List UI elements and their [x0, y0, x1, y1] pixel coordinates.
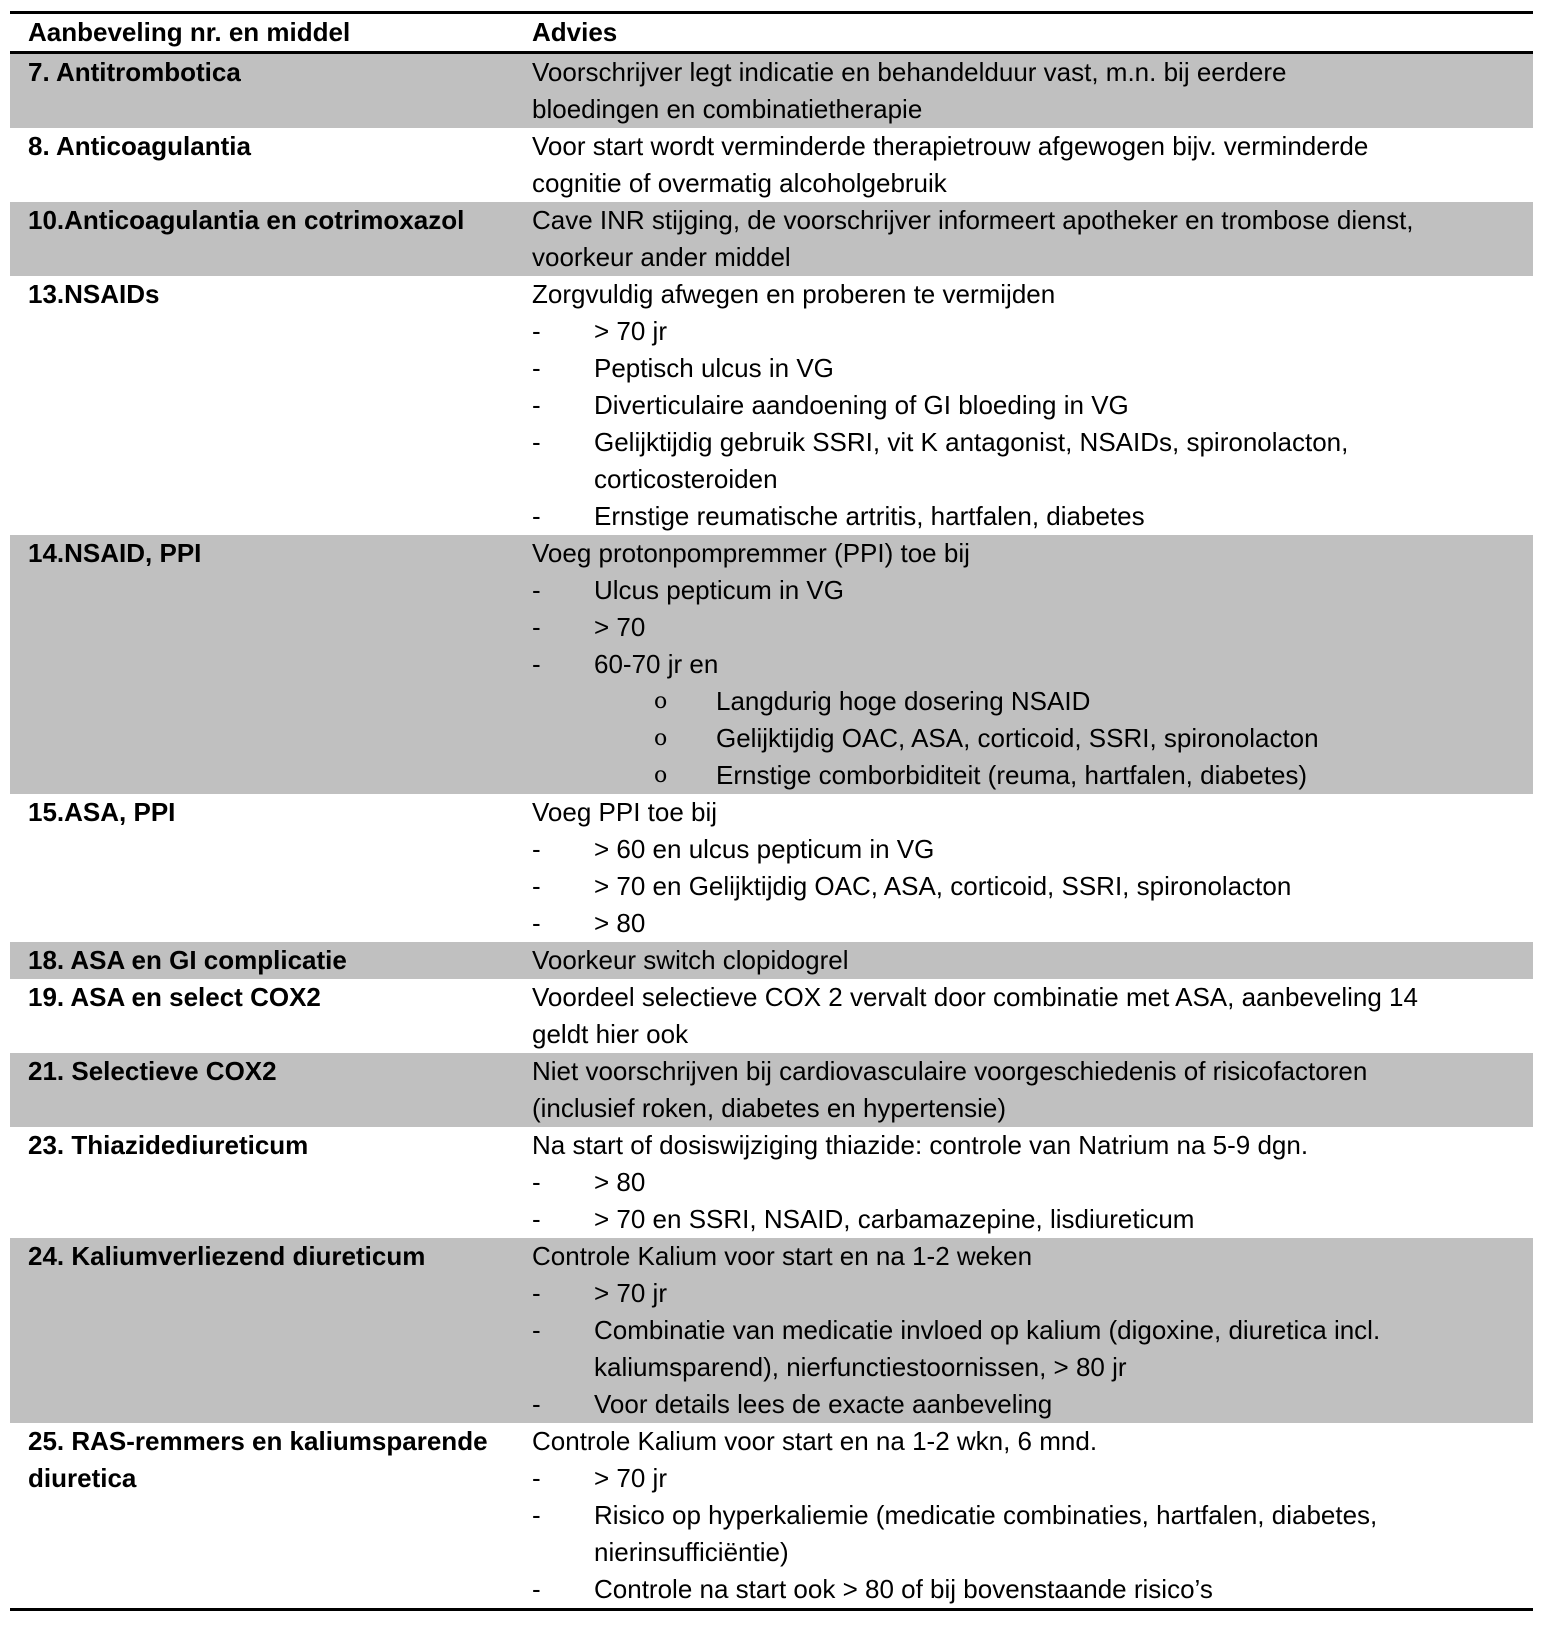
bullet-text: 60-70 jr en: [594, 649, 719, 679]
row-label: 24. Kaliumverliezend diureticum: [28, 1241, 426, 1271]
sub-bullet-text: Langdurig hoge dosering NSAID: [716, 686, 1091, 716]
bullet-text: > 70: [594, 612, 646, 642]
list-item: [532, 1497, 1523, 1571]
bullet-dash: -: [532, 871, 541, 901]
table-row: [10, 1127, 1533, 1238]
table-row: [10, 128, 1533, 202]
bullet-dash: -: [532, 1463, 541, 1493]
table-row: [10, 535, 1533, 794]
row-label: 23. Thiazidediureticum: [28, 1130, 309, 1160]
row-advice: [532, 535, 1533, 794]
sub-list-item: [532, 720, 1523, 757]
table-row: [10, 54, 1533, 128]
advice-intro: Na start of dosiswijziging thiazide: controle van Natrium na 5-9 dgn.: [532, 1130, 1309, 1160]
bullet-dash: -: [532, 353, 541, 383]
list-item: [532, 498, 1523, 535]
list-item: [532, 313, 1523, 350]
sub-list-item: [532, 757, 1523, 794]
advice-line: Cave INR stijging, de voorschrijver informeert apotheker en trombose dienst,: [532, 205, 1414, 235]
row-advice: [532, 1127, 1533, 1238]
bullet-text: Diverticulaire aandoening of GI bloeding in VG: [594, 390, 1129, 420]
bullet-dash: -: [532, 316, 541, 346]
list-item: [532, 905, 1523, 942]
bullet-circle: o: [654, 726, 668, 751]
table-row: [10, 794, 1533, 942]
table-row: [10, 942, 1533, 979]
list-item: [532, 1312, 1523, 1386]
bullet-dash: -: [532, 908, 541, 938]
list-item: [532, 831, 1523, 868]
bullet-dash: -: [532, 1500, 541, 1530]
bullet-dash: -: [532, 1278, 541, 1308]
table-row: [10, 202, 1533, 276]
row-advice: [532, 276, 1533, 535]
list-item: [532, 572, 1523, 609]
row-label: 14.NSAID, PPI: [28, 538, 202, 568]
row-label: 7. Antitrombotica: [28, 57, 241, 87]
table-header: [10, 14, 1533, 54]
bullet-text: Gelijktijdig gebruik SSRI, vit K antagonist, NSAIDs, spironolacton, corticosteroiden: [594, 427, 1349, 494]
row-advice: [532, 979, 1533, 1053]
bullet-dash: -: [532, 834, 541, 864]
bullet-dash: -: [532, 1315, 541, 1345]
advice-intro: Voeg protonpompremmer (PPI) toe bij: [532, 538, 970, 568]
bullet-dash: -: [532, 427, 541, 457]
bullet-circle: o: [654, 689, 668, 714]
advice-line: Voor start wordt verminderde therapietrouw afgewogen bijv. verminderde: [532, 131, 1369, 161]
row-advice: [532, 54, 1533, 128]
row-label: 10.Anticoagulantia en cotrimoxazol: [28, 205, 465, 235]
table-row: [10, 1423, 1533, 1608]
bullet-dash: -: [532, 1389, 541, 1419]
row-label: 21. Selectieve COX2: [28, 1056, 277, 1086]
advice-line: geldt hier ook: [532, 1019, 689, 1049]
list-item: [532, 1164, 1523, 1201]
bullet-dash: -: [532, 612, 541, 642]
bullet-dash: -: [532, 501, 541, 531]
table-row: [10, 1238, 1533, 1423]
row-label: 18. ASA en GI complicatie: [28, 945, 347, 975]
list-item: [532, 1275, 1523, 1312]
bullet-dash: -: [532, 1167, 541, 1197]
table-row: [10, 979, 1533, 1053]
advice-line: Niet voorschrijven bij cardiovasculaire voorgeschiedenis of risicofactoren: [532, 1056, 1368, 1086]
bullet-text: > 70 jr: [594, 316, 667, 346]
bullet-text: > 70 en SSRI, NSAID, carbamazepine, lisdiureticum: [594, 1204, 1195, 1234]
row-advice: [532, 1053, 1533, 1127]
advice-line: bloedingen en combinatietherapie: [532, 94, 923, 124]
bullet-text: Voor details lees de exacte aanbeveling: [594, 1389, 1053, 1419]
advice-line: (inclusief roken, diabetes en hypertensie): [532, 1093, 1007, 1123]
advice-line: cognitie of overmatig alcoholgebruik: [532, 168, 947, 198]
recommendations-table: [10, 11, 1533, 1611]
advice-intro: Controle Kalium voor start en na 1-2 weken: [532, 1241, 1033, 1271]
row-label: 15.ASA, PPI: [28, 797, 176, 827]
bullet-text: > 70 en Gelijktijdig OAC, ASA, corticoid, SSRI, spironolacton: [594, 871, 1292, 901]
table-row: [10, 276, 1533, 535]
bullet-text: Combinatie van medicatie invloed op kalium (digoxine, diuretica incl. kaliumsparend), nierfunctiestoornissen, > 80 jr: [594, 1315, 1381, 1382]
bullet-text: Risico op hyperkaliemie (medicatie combinaties, hartfalen, diabetes, nierinsufficiëntie): [594, 1500, 1378, 1567]
list-item: [532, 1571, 1523, 1608]
list-item: [532, 424, 1523, 498]
bullet-text: > 80: [594, 1167, 646, 1197]
bullet-dash: -: [532, 649, 541, 679]
advice-intro: Voeg PPI toe bij: [532, 797, 718, 827]
list-item: [532, 1460, 1523, 1497]
list-item: [532, 1201, 1523, 1238]
row-advice: [532, 1238, 1533, 1423]
bullet-text: > 60 en ulcus pepticum in VG: [594, 834, 935, 864]
bullet-text: > 70 jr: [594, 1278, 667, 1308]
row-label: 13.NSAIDs: [28, 279, 160, 309]
list-item: [532, 350, 1523, 387]
bullet-dash: -: [532, 1574, 541, 1604]
list-item: [532, 1386, 1523, 1423]
advice-line: Voorschrijver legt indicatie en behandelduur vast, m.n. bij eerdere: [532, 57, 1287, 87]
row-label: 8. Anticoagulantia: [28, 131, 251, 161]
bullet-text: > 80: [594, 908, 646, 938]
bullet-dash: -: [532, 390, 541, 420]
sub-bullet-text: Gelijktijdig OAC, ASA, corticoid, SSRI, spironolacton: [716, 723, 1319, 753]
bullet-text: Ernstige reumatische artritis, hartfalen, diabetes: [594, 501, 1145, 531]
row-advice: [532, 1423, 1533, 1608]
list-item: [532, 609, 1523, 646]
list-item: [532, 646, 1523, 683]
row-label: 19. ASA en select COX2: [28, 982, 321, 1012]
bullet-circle: o: [654, 763, 668, 788]
row-label: 25. RAS-remmers en kaliumsparende diuretica: [28, 1426, 488, 1493]
advice-intro: Controle Kalium voor start en na 1-2 wkn, 6 mnd.: [532, 1426, 1098, 1456]
advice-intro: Zorgvuldig afwegen en proberen te vermijden: [532, 279, 1056, 309]
sub-bullet-text: Ernstige comborbiditeit (reuma, hartfalen, diabetes): [716, 760, 1308, 790]
bullet-text: > 70 jr: [594, 1463, 667, 1493]
row-advice: [532, 202, 1533, 276]
list-item: [532, 868, 1523, 905]
row-advice: [532, 942, 1533, 979]
header-recommendation: Aanbeveling nr. en middel: [28, 17, 351, 47]
advice-line: Voorkeur switch clopidogrel: [532, 945, 849, 975]
advice-line: Voordeel selectieve COX 2 vervalt door combinatie met ASA, aanbeveling 14: [532, 982, 1418, 1012]
header-advice: Advies: [532, 17, 618, 47]
row-advice: [532, 794, 1533, 942]
bullet-text: Controle na start ook > 80 of bij bovenstaande risico’s: [594, 1574, 1213, 1604]
table-row: [10, 1053, 1533, 1127]
sub-list-item: [532, 683, 1523, 720]
row-advice: [532, 128, 1533, 202]
bullet-dash: -: [532, 575, 541, 605]
bullet-dash: -: [532, 1204, 541, 1234]
bullet-text: Ulcus pepticum in VG: [594, 575, 844, 605]
advice-line: voorkeur ander middel: [532, 242, 791, 272]
list-item: [532, 387, 1523, 424]
bullet-text: Peptisch ulcus in VG: [594, 353, 834, 383]
